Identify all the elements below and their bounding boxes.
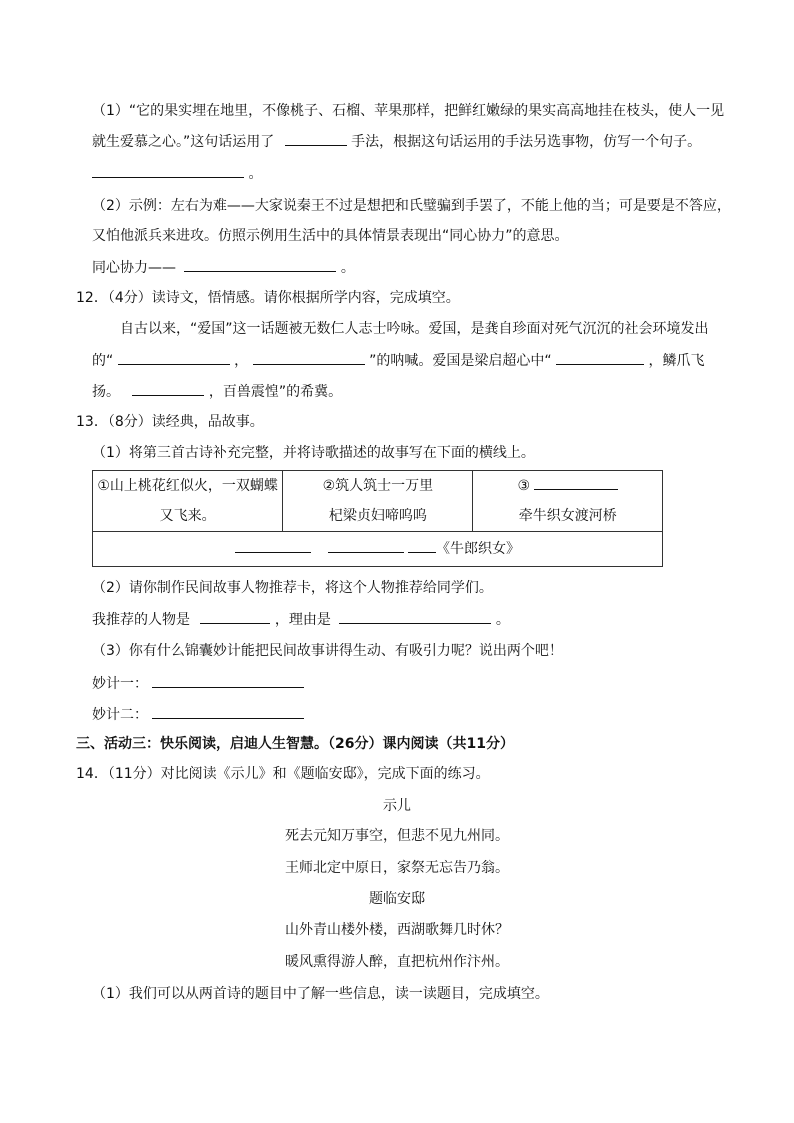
- q13-sub2-text: （2）请你制作民间故事人物推荐卡，将这个人物推荐给同学们。: [92, 580, 493, 596]
- table-row: [93, 532, 663, 567]
- q11-part2-line2: [92, 226, 569, 246]
- q12-line1: [120, 319, 709, 339]
- poem-3-line2: 牵牛织女渡河桥: [518, 508, 617, 524]
- story-blank-2[interactable]: [328, 538, 404, 553]
- q13-sub1: [92, 443, 535, 463]
- poem-2-line2: 杞梁贞妇啼呜呜: [328, 508, 427, 524]
- section3-heading: [76, 734, 514, 754]
- q11-part2-text1: （2）示例：左右为难——大家说秦王不过是想把和氏璧骗到手罢了，不能上他的当；可是要是不答应，: [92, 198, 731, 214]
- q11-part2-label: 同心协力——: [92, 260, 176, 276]
- q12-line2-b: ，: [234, 353, 249, 369]
- q11-part1-text-a: 就生爱慕之心。”这句话运用了: [92, 134, 275, 150]
- q11-part2-line1: [92, 196, 731, 216]
- poem-3-blank[interactable]: [534, 475, 618, 490]
- poem-2-line1: ②筑人筑士一万里: [322, 478, 434, 494]
- q11-teamwork-blank[interactable]: [184, 257, 336, 272]
- q11-imitation-blank[interactable]: [92, 163, 244, 178]
- poem1-line2: 王师北定中原日，家祭无忘告乃翁。: [285, 860, 509, 876]
- q13-character-blank[interactable]: [200, 609, 270, 624]
- q13-sub3: [92, 641, 563, 661]
- q14-title: [76, 764, 490, 784]
- poem-1-line1: ①山上桃花红似火，一双蝴蝶: [97, 478, 278, 494]
- q13-tip1-label: 妙计一：: [92, 676, 148, 692]
- q11-part2-text2: 又怕他派兵来进攻。仿照示例用生活中的具体情景表现出“同心协力”的意思。: [92, 228, 569, 244]
- q11-part1-text: （1）“它的果实埋在地里，不像桃子、石榴、苹果那样，把鲜红嫩绿的果实高高地挂在枝头，使人一见: [92, 103, 725, 119]
- q11-technique-blank[interactable]: [285, 131, 347, 146]
- q13-sub1-text: （1）将第三首古诗补充完整，并将诗歌描述的故事写在下面的横线上。: [92, 445, 535, 461]
- poem-cell-1: [93, 471, 283, 532]
- poem1-title: 示儿: [383, 798, 411, 814]
- folk-poems-table: [92, 470, 663, 567]
- q12-blank-2[interactable]: [253, 350, 365, 365]
- q14-sub1: [92, 984, 549, 1004]
- q11-part2-line3: [92, 257, 355, 278]
- q13-recommend-label: 我推荐的人物是: [92, 612, 190, 628]
- poem-1-line2: 又飞来。: [159, 508, 216, 524]
- q13-sub2: [92, 578, 493, 598]
- q13-sub2-period: 。: [495, 612, 510, 628]
- q12-blank-4[interactable]: [132, 381, 204, 396]
- poem2-title: 题临安邸: [369, 891, 425, 907]
- q13-tip2-blank[interactable]: [152, 704, 304, 719]
- q12-title-text: 12．（4分）读诗文，悟情感。请你根据所学内容，完成填空。: [76, 290, 460, 306]
- q12-line3: [92, 381, 342, 402]
- q11-part1-line3: [92, 163, 262, 184]
- story-blank-3[interactable]: [408, 538, 436, 553]
- q12-line2-c: ”的呐喊。爱国是梁启超心中“: [369, 353, 552, 369]
- q12-title: [76, 288, 460, 308]
- q13-title-text: 13．（8分）读经典，品故事。: [76, 414, 264, 430]
- poem1-line1: 死去元知万事空，但悲不见九州同。: [285, 828, 509, 844]
- q13-tip2-label: 妙计二：: [92, 707, 148, 723]
- poem2-line2: 暖风熏得游人醉，直把杭州作汴州。: [285, 954, 509, 970]
- poem-cell-3: [473, 471, 663, 532]
- story-label-niulang: 《牛郎织女》: [435, 541, 520, 557]
- q13-title: [76, 412, 264, 432]
- q14-sub1-text: （1）我们可以从两首诗的题目中了解一些信息，读一读题目，完成填空。: [92, 986, 549, 1002]
- q12-line2-d: ，鳞爪飞: [648, 353, 705, 369]
- q12-blank-3[interactable]: [556, 350, 644, 365]
- q13-reason-label: ，理由是: [274, 612, 331, 628]
- poem-cell-2: [283, 471, 473, 532]
- story-blank-1[interactable]: [235, 538, 311, 553]
- stories-cell: [93, 532, 663, 567]
- q11-part1-text-b: 手法，根据这句话运用的手法另选事物，仿写一个句子。: [351, 134, 702, 150]
- q13-tip1: [92, 673, 304, 694]
- q11-part1-period: 。: [248, 166, 263, 182]
- q12-line2: [92, 350, 705, 371]
- poem2-line1: 山外青山楼外楼，西湖歌舞几时休？: [285, 922, 509, 938]
- q13-reason-blank[interactable]: [339, 609, 491, 624]
- q12-line2-a: 的“: [92, 353, 114, 369]
- poem-3-line1: [473, 471, 662, 501]
- q13-tip2: [92, 704, 304, 725]
- q13-sub2-answer: [92, 609, 510, 630]
- q12-line3-a: 扬。: [92, 384, 120, 400]
- q13-tip1-blank[interactable]: [152, 673, 304, 688]
- q12-blank-1[interactable]: [118, 350, 230, 365]
- q11-part1-line1: [92, 101, 724, 121]
- q14-title-text: 14．（11分）对比阅读《示儿》和《题临安邸》，完成下面的练习。: [76, 766, 490, 782]
- table-row: [93, 471, 663, 532]
- poem-3-number: ③: [517, 478, 530, 494]
- q12-line1-text: 自古以来，“爱国”这一话题被无数仁人志士吟咏。爱国，是龚自珍面对死气沉沉的社会环境发出: [120, 321, 709, 337]
- q13-sub3-text: （3）你有什么锦囊妙计能把民间故事讲得生动、有吸引力呢？说出两个吧！: [92, 643, 563, 659]
- q11-part2-period: 。: [340, 260, 355, 276]
- q12-line3-b: ，百兽震惶”的希冀。: [208, 384, 343, 400]
- q11-part1-line2: [92, 131, 701, 152]
- section3-heading-text: 三、活动三：快乐阅读，启迪人生智慧。（26分）课内阅读（共11分）: [76, 736, 514, 752]
